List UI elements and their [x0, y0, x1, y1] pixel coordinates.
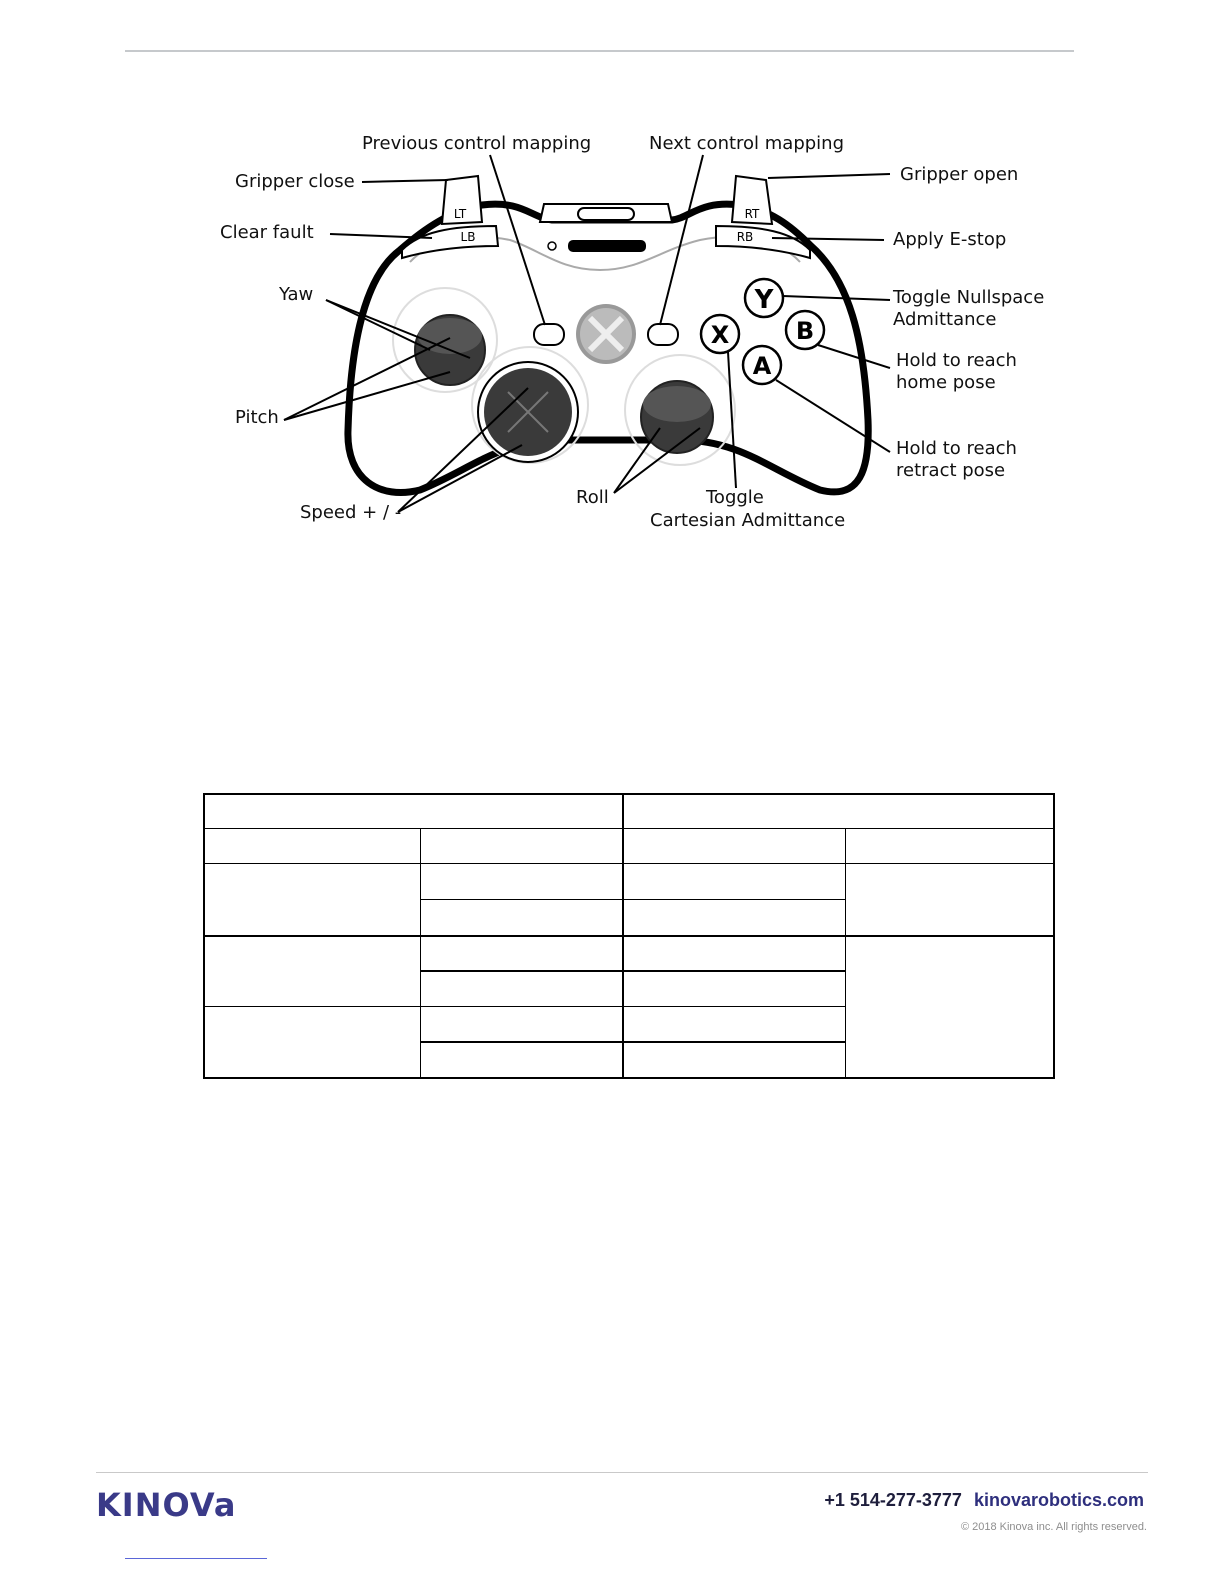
label-speed: Speed + / -: [300, 502, 402, 523]
lt-glyph: LT: [453, 207, 467, 221]
label-yaw: Yaw: [279, 284, 314, 305]
label-toggle-nullspace-2: Admittance: [893, 309, 997, 330]
rt-glyph: RT: [744, 207, 760, 221]
label-previous-control-mapping: Previous control mapping: [362, 133, 592, 154]
svg-text:B: B: [795, 317, 815, 345]
label-clear-fault: Clear fault: [220, 222, 314, 243]
label-retract-pose-1: Hold to reach: [896, 438, 1017, 459]
back-button: [534, 324, 564, 345]
label-apply-estop: Apply E-stop: [893, 229, 1007, 250]
gamepad-diagram: [0, 0, 1224, 560]
svg-text:X: X: [710, 321, 730, 349]
label-toggle-cartesian-2: Cartesian Admittance: [650, 510, 846, 531]
svg-text:Y: Y: [754, 285, 774, 315]
label-pitch: Pitch: [235, 407, 279, 428]
footer-contact: [824, 1490, 1144, 1511]
label-home-pose-1: Hold to reach: [896, 350, 1017, 371]
logo-underline: [125, 1558, 267, 1559]
start-button: [648, 324, 678, 345]
footer-copyright: © 2018 Kinova inc. All rights reserved.: [960, 1521, 1147, 1533]
label-retract-pose-2: retract pose: [896, 460, 1006, 481]
label-gripper-open: Gripper open: [900, 164, 1019, 185]
footer-phone: +1 514-277-3777: [824, 1490, 962, 1510]
footer-website[interactable]: kinovarobotics.com: [973, 1490, 1144, 1510]
mapping-table: [203, 793, 1055, 1079]
svg-text:A: A: [752, 352, 772, 380]
rb-glyph: RB: [736, 230, 754, 244]
label-gripper-close: Gripper close: [235, 171, 355, 192]
footer-rule: [96, 1472, 1148, 1473]
label-home-pose-2: home pose: [896, 372, 996, 393]
label-roll: Roll: [576, 487, 609, 508]
label-next-control-mapping: Next control mapping: [649, 133, 845, 154]
label-toggle-cartesian-1: Toggle: [706, 487, 764, 508]
kinova-logo: KINOVa: [96, 1486, 237, 1524]
label-toggle-nullspace-1: Toggle Nullspace: [893, 287, 1045, 308]
lb-glyph: LB: [460, 230, 476, 244]
